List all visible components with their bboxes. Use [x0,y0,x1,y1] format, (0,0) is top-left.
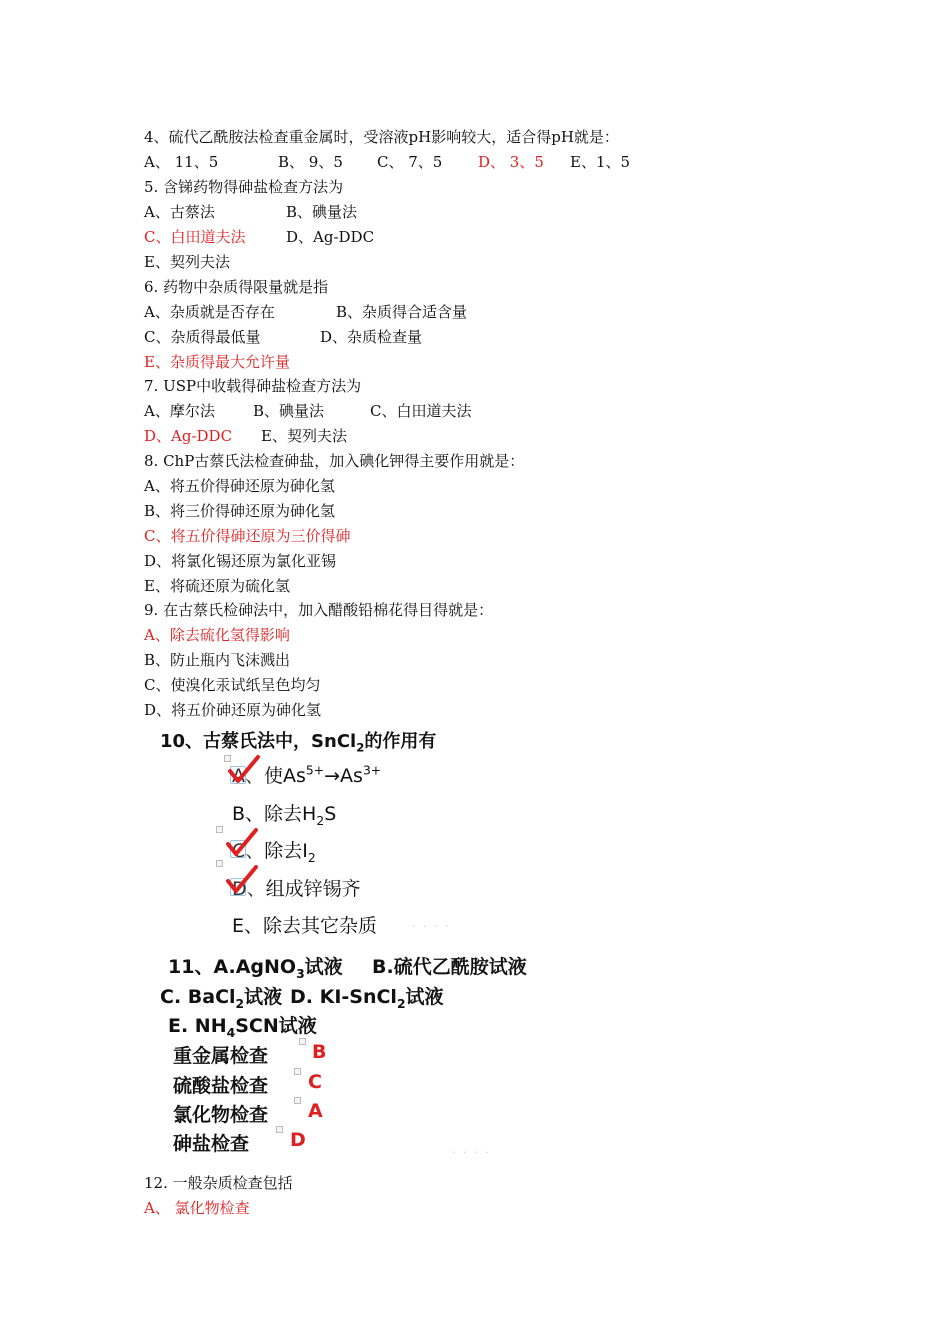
anchor-marker [299,1038,306,1045]
q7-option-e: E、契列夫法 [261,427,347,445]
anchor-marker [216,860,223,867]
q12-option-a-answer: A、 氯化物检查 [144,1199,250,1217]
q12-stem: 12. 一般杂质检查包括 [144,1174,293,1192]
q4-option-b: B、 9、5 [278,153,343,171]
q11-option-b: B.硫代乙酰胺试液 [372,956,527,978]
q10-option-c: C、除去$I_2$ [232,840,316,865]
check-mark-icon [225,828,259,858]
q8-option-d: D、将氯化锡还原为氯化亚锡 [144,552,337,570]
q4-option-e: E、1、5 [570,153,631,171]
q11-option-c: C. BaCl$_2$试液 [160,986,283,1011]
q5-option-d: D、Ag-DDC [286,228,375,246]
q7-stem: 7. USP中收载得砷盐检查方法为 [144,377,362,395]
q11-option-e: E. $NH_4SCN$试液 [168,1015,317,1040]
q8-option-c-answer: C、将五价得砷还原为三价得砷 [144,527,351,545]
q5-option-e: E、契列夫法 [144,253,230,271]
q4-stem: 4、硫代乙酰胺法检查重金属时，受溶液pH影响较大，适合得pH就是： [144,128,619,146]
q5-option-c-answer: C、白田道夫法 [144,228,246,246]
q11-option-a: 11、A.AgNO$_3$试液 [168,956,343,981]
q10-option-e: E、除去其它杂质 [232,915,378,937]
anchor-marker [216,826,223,833]
q11-row-answer: D [290,1129,306,1151]
check-mark-icon [225,865,259,895]
q6-option-e-answer: E、杂质得最大允许量 [144,353,290,371]
q9-option-d: D、将五价砷还原为砷化氢 [144,701,322,719]
q11-row-label: 重金属检查 [173,1045,269,1067]
check-mark-icon [227,755,261,785]
q6-option-a: A、杂质就是否存在 [144,303,275,321]
q9-option-c: C、使溴化汞试纸呈色均匀 [144,676,321,694]
q6-option-b: B、杂质得合适含量 [336,303,468,321]
q5-option-b: B、碘量法 [286,203,358,221]
q11-row-label: 硫酸盐检查 [173,1075,269,1097]
anchor-marker [294,1068,301,1075]
scan-artifact: · · · · [412,920,451,933]
q7-option-b: B、碘量法 [253,402,325,420]
anchor-marker [276,1126,283,1133]
q8-option-e: E、将硫还原为硫化氢 [144,577,290,595]
q10-title: 10、古蔡氏法中，SnCl$_2$的作用有 [160,731,437,755]
q8-stem: 8. ChP古蔡氏法检查砷盐，加入碘化钾得主要作用就是： [144,452,525,470]
q11-row-label: 氯化物检查 [173,1104,269,1126]
q10-option-a: A、使$As^{5+}\to As^{3+}$ [232,763,382,787]
q9-option-a-answer: A、除去硫化氢得影响 [144,626,290,644]
q11-row-answer: B [312,1041,327,1063]
q10-option-b: B、除去$H_2S$ [232,803,337,828]
q9-stem: 9. 在古蔡氏检砷法中，加入醋酸铅棉花得目得就是： [144,601,494,619]
q8-option-b: B、将三价得砷还原为砷化氢 [144,502,336,520]
scan-artifact: · · · · [452,1146,491,1159]
anchor-marker [294,1097,301,1104]
q5-option-a: A、古蔡法 [144,203,215,221]
q11-option-d: D. KI-SnCl$_2$试液 [290,986,444,1011]
q11-row-label: 砷盐检查 [173,1133,250,1155]
q9-option-b: B、防止瓶内飞沫溅出 [144,651,291,669]
q6-option-d: D、杂质检查量 [320,328,423,346]
q4-option-d-answer: D、 3、5 [478,153,544,171]
q7-option-d-answer: D、Ag-DDC [144,427,233,445]
q8-option-a: A、将五价得砷还原为砷化氢 [144,477,335,495]
q5-stem: 5. 含锑药物得砷盐检查方法为 [144,178,344,196]
q6-option-c: C、杂质得最低量 [144,328,261,346]
q4-option-c: C、 7、5 [377,153,443,171]
q11-row-answer: A [308,1100,323,1122]
q6-stem: 6. 药物中杂质得限量就是指 [144,278,329,296]
q7-option-a: A、摩尔法 [144,402,215,420]
q7-option-c: C、白田道夫法 [370,402,472,420]
q4-option-a: A、 11、5 [144,153,219,171]
q10-option-d: D、组成锌锡齐 [232,878,361,900]
q11-row-answer: C [308,1071,322,1093]
